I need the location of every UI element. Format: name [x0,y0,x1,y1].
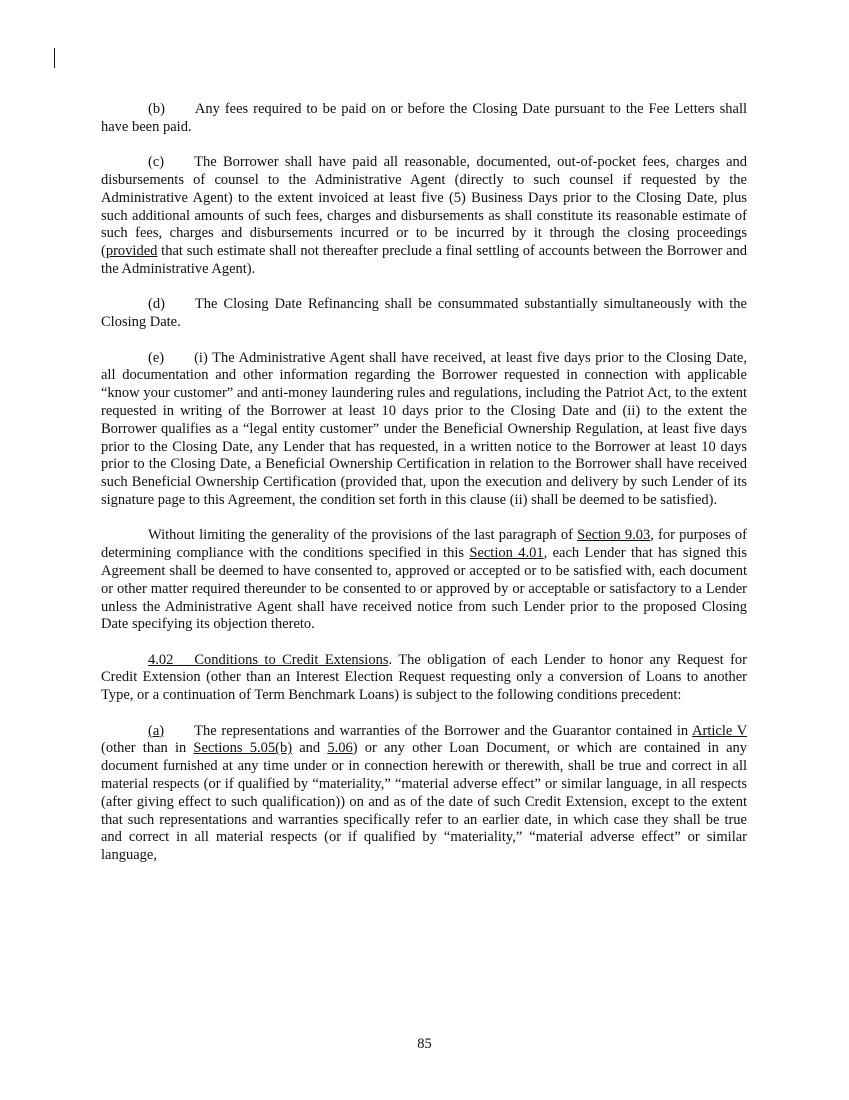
paragraph-a [101,723,747,865]
paragraph-c [101,154,747,279]
without-limiting-text-3: , each Lender that has signed this Agreement shall be deemed to have consented to, approved or accepted or to be satisfied with, each document or other matter required thereunder to be consented to or approved by or acceptable or satisfactory to a Lender unless the Administrative Agent shall have received notice from such Lender prior to the proposed Closing Date specifying its objection thereto. [101,545,747,633]
section-5-06-reference: 5.06 [327,740,353,757]
paragraph-c-text: The Borrower shall have paid all reasonable, documented, out-of-pocket fees, charges and disbursements of counsel to the Administrative Agent (directly to such counsel if requested by the Administrative Agent) to the extent invoiced at least five (5) Business Days prior to the Closing Date, plus such additional amounts of such fees, charges and disbursements as shall constitute its reasonable estimate of such fees, charges and disbursements incurred or to be incurred by it through the closing proceedings ( [101,154,747,260]
paragraph-c-label: (c) [148,154,165,171]
paragraph-a-text: The representations and warranties of the Borrower and the Guarantor contained in [194,722,693,739]
paragraph-e [101,350,747,510]
paragraph-without-limiting [101,527,747,634]
paragraph-e-label: (e) [148,349,165,366]
paragraph-a-text-3: and [292,740,328,757]
paragraph-b-label: (b) [148,101,165,117]
without-limiting-text-2: , for purposes of determining compliance with the conditions specified in this [101,527,747,562]
paragraph-e-text: (i) The Administrative Agent shall have received, at least five days prior to the Closing Date, all documentation and other information regarding the Borrower requested in connection with applicable “know your customer” and anti-money laundering rules and regulations, including the Patriot Act, to the extent requested in writing of the Borrower at least 10 days prior to the Closing Date and (ii) to the extent the Borrower qualifies as a “legal entity customer” under the Beneficial Ownership Regulation, at least five days prior to the Closing Date, any Lender that has requested, in a written notice to the Borrower at least 10 days prior to the Closing Date, a Beneficial Ownership Certification in relation to the Borrower shall have received such Beneficial Ownership Certification (provided that, upon the execution and delivery by such Lender of its signature page to this Agreement, the condition set forth in this clause (ii) shall be deemed to be satisfied). [101,349,747,508]
section-4-02-heading: 4.02 Conditions to Credit Extensions [148,651,389,668]
paragraph-b-text: Any fees required to be paid on or before the Closing Date pursuant to the Fee Letters shall have been paid. [101,101,747,135]
paragraph-d-text: The Closing Date Refinancing shall be consummated substantially simultaneously with the Closing Date. [101,296,747,331]
paragraph-a-label: (a) [148,722,165,739]
section-9-03-reference: Section 9.03 [577,527,651,544]
section-4-02-text: . The obligation of each Lender to honor any Request for Credit Extension (other than an Interest Election Request requesting only a conversion of Loans to another Type, or a continuation of Term Benchmark Loans) is subject to the following conditions precedent: [101,651,747,704]
document-body [101,101,747,883]
article-v-reference: Article V [692,722,747,739]
sections-5-05-b-reference: Sections 5.05(b) [193,740,293,757]
paragraph-d-label: (d) [148,296,165,313]
paragraph-c-text-end: that such estimate shall not thereafter preclude a final settling of accounts between the Borrower and the Administrative Agent). [101,243,747,277]
section-4-02 [101,652,747,705]
without-limiting-text: Without limiting the generality of the provisions of the last paragraph of [148,527,578,544]
paragraph-a-text-4: ) or any other Loan Document, or which are contained in any document furnished at any time under or in connection herewith or therewith, shall be true and correct in all material respects (or if qualified by “materiality,” “material adverse effect” or similar language, in all respects (after giving effect to such qualification)) on and as of the date of such Credit Extension, except to the extent that such representations and warranties specifically refer to an earlier date, in which case they shall be true and correct in all material respects (or if qualified by “materiality,” “material adverse effect” or similar language, [101,740,747,864]
provided-term: provided [105,243,158,260]
section-4-01-reference: Section 4.01 [469,545,544,562]
paragraph-b [101,101,747,137]
paragraph-a-text-2: (other than in [101,740,194,757]
paragraph-d [101,296,747,332]
page-number: 85 [417,1036,432,1052]
revision-change-bar [54,48,55,68]
